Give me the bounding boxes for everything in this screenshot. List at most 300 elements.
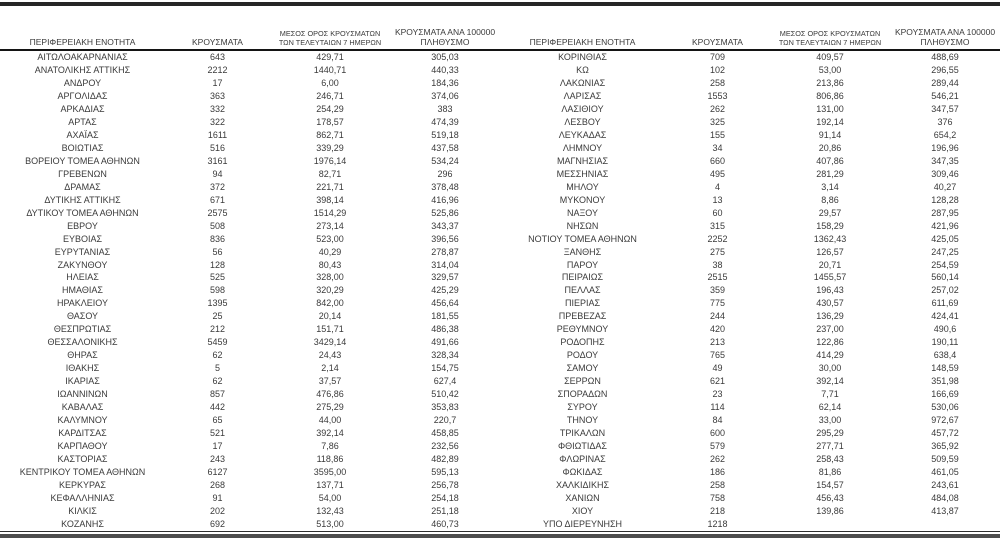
- header-avg7-left: [270, 29, 390, 47]
- table-row: [0, 505, 1000, 518]
- table-row: [0, 297, 1000, 310]
- table-row: [0, 90, 1000, 103]
- region-cell: ΗΡΑΚΛΕΙΟΥ: [56, 298, 109, 309]
- region-cell: ΒΟΙΩΤΙΑΣ: [61, 142, 104, 153]
- avg7-cell: 429,71: [316, 52, 344, 62]
- table-row: [0, 349, 1000, 362]
- avg7-cell: 24,43: [318, 350, 342, 361]
- per100k-cell: 510,42: [431, 389, 459, 400]
- avg7-cell: 320,29: [316, 285, 344, 296]
- avg7-cell: 20,71: [818, 259, 842, 270]
- cases-cell: 62: [212, 350, 223, 361]
- region-cell: ΚΑΡΠΑΘΟΥ: [57, 441, 108, 452]
- cases-cell: 218: [709, 505, 726, 516]
- avg7-cell: 281,29: [816, 168, 844, 179]
- table-row: [0, 401, 1000, 414]
- table-row: [0, 427, 1000, 440]
- avg7-cell: 20,14: [318, 311, 342, 322]
- cases-cell: 56: [212, 246, 223, 257]
- region-cell: ΠΑΡΟΥ: [566, 259, 599, 270]
- cases-cell: 212: [209, 324, 226, 335]
- avg7-cell: 29,57: [818, 207, 842, 218]
- per100k-cell: 305,03: [431, 52, 459, 62]
- cases-cell: 275: [709, 246, 726, 257]
- per100k-cell: 611,69: [931, 298, 959, 309]
- per100k-cell: 148,59: [931, 363, 959, 374]
- avg7-cell: 7,71: [821, 389, 839, 400]
- avg7-cell: 137,71: [316, 479, 344, 490]
- table-row: [0, 440, 1000, 453]
- per100k-cell: 289,44: [931, 77, 959, 88]
- avg7-cell: 2,14: [321, 363, 339, 374]
- region-cell: ΣΕΡΡΩΝ: [564, 376, 601, 387]
- header-cases-right: ΚΡΟΥΣΜΑΤΑ: [692, 36, 743, 47]
- header-per100k-right-line1: ΚΡΟΥΣΜΑΤΑ ΑΝΑ 100000: [894, 27, 996, 37]
- region-cell: ΔΥΤΙΚΗΣ ΑΤΤΙΚΗΣ: [44, 194, 121, 205]
- per100k-cell: 374,06: [431, 90, 459, 101]
- per100k-cell: 425,05: [931, 233, 959, 244]
- avg7-cell: 91,14: [818, 129, 842, 140]
- cases-cell: 102: [709, 64, 726, 75]
- region-cell: ΧΑΛΚΙΔΙΚΗΣ: [555, 479, 610, 490]
- cases-cell: 621: [709, 376, 726, 387]
- cases-cell: 186: [709, 467, 726, 477]
- per100k-cell: 247,25: [931, 246, 959, 257]
- cases-cell: 17: [212, 77, 223, 88]
- header-per100k-right-line2: ΠΛΗΘΥΣΜΟ: [920, 36, 970, 47]
- region-cell: ΜΕΣΣΗΝΙΑΣ: [556, 168, 609, 179]
- cases-cell: 13: [712, 194, 723, 205]
- per100k-cell: 347,57: [931, 103, 959, 114]
- per100k-cell: 560,14: [931, 272, 959, 283]
- avg7-cell: 158,29: [816, 220, 844, 231]
- region-cell: ΚΑΛΥΜΝΟΥ: [57, 415, 108, 426]
- table-row: [0, 453, 1000, 466]
- per100k-cell: 181,55: [431, 311, 459, 322]
- per100k-cell: 484,08: [931, 492, 959, 503]
- cases-cell: 2252: [707, 233, 728, 244]
- avg7-cell: 8,86: [821, 194, 839, 205]
- per100k-cell: 530,06: [931, 402, 959, 413]
- per100k-cell: 972,67: [931, 415, 959, 426]
- avg7-cell: 192,14: [816, 116, 844, 127]
- per100k-cell: 482,89: [431, 454, 459, 465]
- avg7-cell: 53,00: [818, 64, 842, 75]
- cases-cell: 243: [209, 454, 226, 465]
- per100k-cell: 351,98: [931, 376, 959, 387]
- avg7-cell: 1440,71: [313, 64, 347, 75]
- header-avg7-left-line1: ΜΕΣΟΣ ΟΡΟΣ ΚΡΟΥΣΜΑΤΩΝ: [279, 29, 381, 38]
- region-cell: ΘΗΡΑΣ: [67, 350, 98, 361]
- region-cell: ΤΡΙΚΑΛΩΝ: [559, 428, 606, 439]
- table-row: [0, 246, 1000, 259]
- per100k-cell: 296,55: [931, 64, 959, 75]
- region-cell: ΗΛΕΙΑΣ: [66, 272, 99, 283]
- avg7-cell: 237,00: [816, 324, 844, 335]
- per100k-cell: 546,21: [931, 90, 959, 101]
- region-cell: ΑΡΚΑΔΙΑΣ: [60, 103, 105, 114]
- region-cell: ΗΜΑΘΙΑΣ: [62, 285, 103, 296]
- cases-cell: 372: [209, 181, 226, 192]
- cases-cell: 60: [712, 207, 723, 218]
- cases-cell: 836: [209, 233, 226, 244]
- per100k-cell: [890, 518, 1000, 531]
- avg7-cell: 456,43: [816, 492, 844, 503]
- cases-cell: 3161: [207, 155, 228, 166]
- region-cell: ΡΟΔΟΥ: [566, 350, 599, 361]
- cases-cell: 363: [209, 90, 226, 101]
- cases-cell: 258: [709, 479, 726, 490]
- table-row: [0, 233, 1000, 246]
- table-row: [0, 310, 1000, 323]
- region-cell: ΝΗΣΩΝ: [566, 220, 599, 231]
- region-cell: ΣΑΜΟΥ: [566, 363, 599, 374]
- cases-cell: 600: [709, 428, 726, 439]
- per100k-cell: 416,96: [431, 194, 459, 205]
- region-cell: ΡΕΘΥΜΝΟΥ: [556, 324, 609, 335]
- table-row: [0, 207, 1000, 220]
- region-cell: ΚΟΖΑΝΗΣ: [61, 518, 104, 529]
- avg7-cell: 277,71: [816, 441, 844, 452]
- per100k-cell: 383: [437, 103, 453, 114]
- per100k-cell: 376: [937, 116, 953, 127]
- per100k-cell: 396,56: [431, 233, 459, 244]
- cases-cell: 692: [209, 518, 226, 529]
- header-cases-left: ΚΡΟΥΣΜΑΤΑ: [192, 36, 243, 47]
- region-cell: ΚΑΒΑΛΑΣ: [61, 402, 104, 413]
- cases-cell: 128: [209, 259, 226, 270]
- cases-cell: 34: [712, 142, 723, 153]
- avg7-cell: 1455,57: [813, 272, 847, 283]
- table-row: [0, 271, 1000, 284]
- cases-cell: 6127: [207, 467, 228, 477]
- avg7-cell: [770, 518, 890, 531]
- per100k-cell: 486,38: [431, 324, 459, 335]
- cases-cell: 2212: [207, 64, 228, 75]
- region-cell: ΖΑΚΥΝΘΟΥ: [57, 259, 108, 270]
- per100k-cell: 154,75: [431, 363, 459, 374]
- region-cell: ΠΕΛΛΑΣ: [564, 285, 601, 296]
- per100k-cell: 440,33: [431, 64, 459, 75]
- avg7-cell: 6,00: [321, 77, 339, 88]
- cases-cell: 598: [209, 285, 226, 296]
- avg7-cell: 407,86: [816, 155, 844, 166]
- cases-cell: 332: [209, 103, 226, 114]
- region-cell: ΑΧΑΪΑΣ: [66, 129, 99, 140]
- region-cell: ΔΥΤΙΚΟΥ ΤΟΜΕΑ ΑΘΗΝΩΝ: [26, 207, 139, 218]
- per100k-cell: 243,61: [931, 479, 959, 490]
- avg7-cell: 414,29: [816, 350, 844, 361]
- cases-cell: 114: [710, 402, 725, 413]
- table-row: [0, 518, 1000, 531]
- cases-cell: 91: [212, 492, 223, 503]
- avg7-cell: 131,00: [816, 103, 844, 114]
- cases-cell: 516: [209, 142, 226, 153]
- table-row: [0, 466, 1000, 479]
- cases-cell: 325: [709, 116, 726, 127]
- avg7-cell: 136,29: [816, 311, 844, 322]
- cases-cell: 495: [709, 168, 726, 179]
- avg7-cell: 82,71: [318, 168, 342, 179]
- avg7-cell: 842,00: [316, 298, 344, 309]
- per100k-cell: 278,87: [431, 246, 459, 257]
- header-per100k-left-line2: ΠΛΗΘΥΣΜΟ: [420, 36, 470, 47]
- region-cell: ΚΙΛΚΙΣ: [68, 505, 97, 516]
- header-per100k-left: [390, 28, 500, 47]
- header-avg7-left-line2: ΤΩΝ ΤΕΛΕΥΤΑΙΩΝ 7 ΗΜΕΡΩΝ: [278, 38, 382, 47]
- per100k-cell: 343,37: [431, 220, 459, 231]
- cases-cell: 758: [709, 492, 726, 503]
- region-cell: ΠΙΕΡΙΑΣ: [564, 298, 601, 309]
- cases-cell: 775: [709, 298, 726, 309]
- per100k-cell: 220,7: [433, 415, 457, 426]
- region-cell: ΔΡΑΜΑΣ: [64, 181, 101, 192]
- table-row: [0, 168, 1000, 181]
- avg7-cell: 37,57: [318, 376, 342, 387]
- region-cell: ΚΟΡΙΝΘΙΑΣ: [558, 52, 607, 62]
- cases-cell: 765: [709, 350, 726, 361]
- cases-cell: 84: [712, 415, 723, 426]
- table-row: [0, 64, 1000, 77]
- avg7-cell: 254,29: [316, 103, 344, 114]
- avg7-cell: 7,86: [321, 441, 339, 452]
- per100k-cell: 256,78: [431, 479, 459, 490]
- avg7-cell: 44,00: [318, 415, 342, 426]
- table-header-row: [0, 6, 1000, 51]
- cases-cell: 525: [209, 272, 226, 283]
- region-cell: ΡΟΔΟΠΗΣ: [560, 337, 605, 348]
- per100k-cell: 456,64: [431, 298, 459, 309]
- cases-cell: 420: [709, 324, 726, 335]
- avg7-cell: 80,43: [318, 259, 342, 270]
- table-body: [0, 51, 1000, 531]
- per100k-cell: 287,95: [931, 207, 959, 218]
- region-cell: ΑΡΓΟΛΙΔΑΣ: [57, 90, 108, 101]
- cases-cell: 643: [209, 52, 226, 62]
- cases-cell: 2515: [707, 272, 728, 283]
- cases-cell: 258: [709, 77, 726, 88]
- cases-cell: 262: [709, 454, 726, 465]
- per100k-cell: 365,92: [931, 441, 959, 452]
- cases-cell: 5: [214, 363, 220, 374]
- avg7-cell: 196,43: [816, 285, 844, 296]
- region-cell: ΚΕΝΤΡΙΚΟΥ ΤΟΜΕΑ ΑΘΗΝΩΝ: [19, 467, 146, 477]
- per100k-cell: 488,69: [931, 52, 959, 62]
- region-cell: ΚΕΦΑΛΛΗΝΙΑΣ: [50, 492, 115, 503]
- region-cell: ΜΗΛΟΥ: [566, 181, 599, 192]
- avg7-cell: 3,14: [821, 181, 839, 192]
- per100k-cell: 425,29: [431, 285, 459, 296]
- avg7-cell: 54,00: [318, 492, 342, 503]
- region-cell: ΧΑΝΙΩΝ: [565, 492, 600, 503]
- avg7-cell: 328,00: [316, 272, 344, 283]
- cases-cell: 25: [212, 311, 223, 322]
- cases-cell: 94: [212, 168, 223, 179]
- table-row: [0, 414, 1000, 427]
- per100k-cell: 421,96: [931, 220, 959, 231]
- avg7-cell: 258,43: [816, 454, 844, 465]
- header-per100k-right: [890, 28, 1000, 47]
- per100k-cell: 166,69: [931, 389, 959, 400]
- cases-cell: 579: [709, 441, 726, 452]
- cases-cell: 857: [209, 389, 226, 400]
- region-cell: ΛΑΣΙΘΙΟΥ: [561, 103, 604, 114]
- region-cell: ΘΕΣΣΑΛΟΝΙΚΗΣ: [47, 337, 118, 348]
- cases-cell: 62: [212, 376, 223, 387]
- per100k-cell: 437,58: [431, 142, 459, 153]
- avg7-cell: 132,43: [316, 505, 344, 516]
- table-row: [0, 323, 1000, 336]
- region-cell: ΧΙΟΥ: [571, 505, 594, 516]
- avg7-cell: 476,86: [316, 389, 344, 400]
- region-cell: ΥΠΟ ΔΙΕΡΕΥΝΗΣΗ: [542, 518, 623, 529]
- region-cell: ΝΑΞΟΥ: [566, 207, 599, 218]
- region-cell: ΠΕΙΡΑΙΩΣ: [561, 272, 604, 283]
- avg7-cell: 295,29: [816, 428, 844, 439]
- per100k-cell: 254,59: [931, 259, 959, 270]
- per100k-cell: 627,4: [433, 376, 457, 387]
- cases-cell: 1611: [207, 129, 228, 140]
- per100k-cell: 474,39: [431, 116, 459, 127]
- per100k-cell: 40,27: [933, 181, 957, 192]
- region-cell: ΘΕΣΠΡΩΤΙΑΣ: [53, 324, 112, 335]
- region-cell: ΜΑΓΝΗΣΙΑΣ: [556, 155, 609, 166]
- region-cell: ΝΟΤΙΟΥ ΤΟΜΕΑ ΑΘΗΝΩΝ: [528, 233, 637, 244]
- region-cell: ΒΟΡΕΙΟΥ ΤΟΜΕΑ ΑΘΗΝΩΝ: [25, 155, 140, 166]
- avg7-cell: 151,71: [316, 324, 344, 335]
- avg7-cell: 122,86: [816, 337, 844, 348]
- avg7-cell: 221,71: [316, 181, 344, 192]
- per100k-cell: 309,46: [931, 168, 959, 179]
- table-row: [0, 284, 1000, 297]
- regional-cases-report: [0, 2, 1000, 541]
- avg7-cell: 213,86: [816, 77, 844, 88]
- region-cell: ΚΕΡΚΥΡΑΣ: [59, 479, 106, 490]
- region-cell: ΦΩΚΙΔΑΣ: [562, 467, 603, 477]
- avg7-cell: 862,71: [316, 129, 344, 140]
- avg7-cell: 178,57: [316, 116, 344, 127]
- region-cell: ΙΚΑΡΙΑΣ: [65, 376, 100, 387]
- avg7-cell: 806,86: [816, 90, 844, 101]
- table-row: [0, 375, 1000, 388]
- per100k-cell: 190,11: [931, 337, 959, 348]
- cases-cell: 49: [712, 363, 723, 374]
- table-row: [0, 116, 1000, 129]
- table-row: [0, 142, 1000, 155]
- avg7-cell: 273,14: [316, 220, 344, 231]
- region-cell: ΛΑΚΩΝΙΑΣ: [559, 77, 606, 88]
- cases-cell: 65: [212, 415, 223, 426]
- region-cell: ΛΕΣΒΟΥ: [564, 116, 601, 127]
- per100k-cell: 509,59: [931, 454, 959, 465]
- cases-cell: 2575: [207, 207, 228, 218]
- table-row: [0, 194, 1000, 207]
- region-cell: ΑΡΤΑΣ: [68, 116, 97, 127]
- avg7-cell: 3595,00: [313, 467, 347, 477]
- region-cell: ΕΥΡΥΤΑΝΙΑΣ: [54, 246, 111, 257]
- cases-cell: 1218: [707, 518, 728, 529]
- cases-cell: 1395: [207, 298, 228, 309]
- table-row: [0, 336, 1000, 349]
- per100k-cell: 413,87: [931, 505, 959, 516]
- region-cell: ΕΒΡΟΥ: [67, 220, 98, 231]
- per100k-cell: 314,04: [431, 259, 459, 270]
- avg7-cell: 430,57: [816, 298, 844, 309]
- per100k-cell: 525,86: [431, 207, 459, 218]
- region-cell: ΣΠΟΡΑΔΩΝ: [557, 389, 608, 400]
- table-row: [0, 220, 1000, 233]
- header-avg7-right: [770, 29, 890, 47]
- avg7-cell: 392,14: [316, 428, 344, 439]
- region-cell: ΚΩ: [576, 64, 589, 75]
- avg7-cell: 523,00: [316, 233, 344, 244]
- avg7-cell: 1514,29: [313, 207, 347, 218]
- table-row: [0, 181, 1000, 194]
- avg7-cell: 392,14: [816, 376, 844, 387]
- header-avg7-right-line1: ΜΕΣΟΣ ΟΡΟΣ ΚΡΟΥΣΜΑΤΩΝ: [779, 29, 881, 38]
- avg7-cell: 62,14: [818, 402, 842, 413]
- per100k-cell: 638,4: [933, 350, 957, 361]
- cases-cell: 521: [209, 428, 226, 439]
- per100k-cell: 254,18: [431, 492, 459, 503]
- avg7-cell: 3429,14: [313, 337, 347, 348]
- region-cell: ΓΡΕΒΕΝΩΝ: [58, 168, 107, 179]
- avg7-cell: 33,00: [818, 415, 842, 426]
- cases-cell: 359: [709, 285, 726, 296]
- region-cell: ΘΑΣΟΥ: [66, 311, 99, 322]
- table-row: [0, 362, 1000, 375]
- per100k-cell: 458,85: [431, 428, 459, 439]
- table-row: [0, 492, 1000, 505]
- cases-cell: 268: [209, 479, 226, 490]
- table-row: [0, 259, 1000, 272]
- per100k-cell: 457,72: [931, 428, 959, 439]
- avg7-cell: 513,00: [316, 518, 344, 529]
- region-cell: ΚΑΡΔΙΤΣΑΣ: [58, 428, 107, 439]
- avg7-cell: 20,86: [818, 142, 842, 153]
- cases-cell: 508: [209, 220, 226, 231]
- cases-cell: 38: [712, 259, 723, 270]
- per100k-cell: 196,96: [931, 142, 959, 153]
- cases-cell: 155: [709, 129, 726, 140]
- cases-cell: 660: [709, 155, 726, 166]
- avg7-cell: 81,86: [818, 467, 842, 477]
- region-cell: ΠΡΕΒΕΖΑΣ: [558, 311, 607, 322]
- region-cell: ΜΥΚΟΝΟΥ: [559, 194, 606, 205]
- per100k-cell: 353,83: [431, 402, 459, 413]
- per100k-cell: 257,02: [931, 285, 959, 296]
- cases-cell: 315: [709, 220, 726, 231]
- region-cell: ΙΘΑΚΗΣ: [65, 363, 100, 374]
- cases-cell: 5459: [207, 337, 228, 348]
- per100k-cell: 490,6: [933, 324, 957, 335]
- table-row: [0, 479, 1000, 492]
- avg7-cell: 1976,14: [313, 155, 347, 166]
- per100k-cell: 329,57: [431, 272, 459, 283]
- per100k-cell: 424,41: [931, 311, 959, 322]
- region-cell: ΦΘΙΩΤΙΔΑΣ: [558, 441, 607, 452]
- per100k-cell: 460,73: [431, 518, 459, 529]
- per100k-cell: 328,34: [431, 350, 459, 361]
- per100k-cell: 491,66: [431, 337, 459, 348]
- per100k-cell: 232,56: [431, 441, 459, 452]
- cases-cell: 442: [209, 402, 226, 413]
- per100k-cell: 347,35: [931, 155, 959, 166]
- avg7-cell: 409,57: [816, 52, 844, 62]
- region-cell: ΛΕΥΚΑΔΑΣ: [558, 129, 607, 140]
- table-row: [0, 77, 1000, 90]
- cases-cell: 322: [209, 116, 226, 127]
